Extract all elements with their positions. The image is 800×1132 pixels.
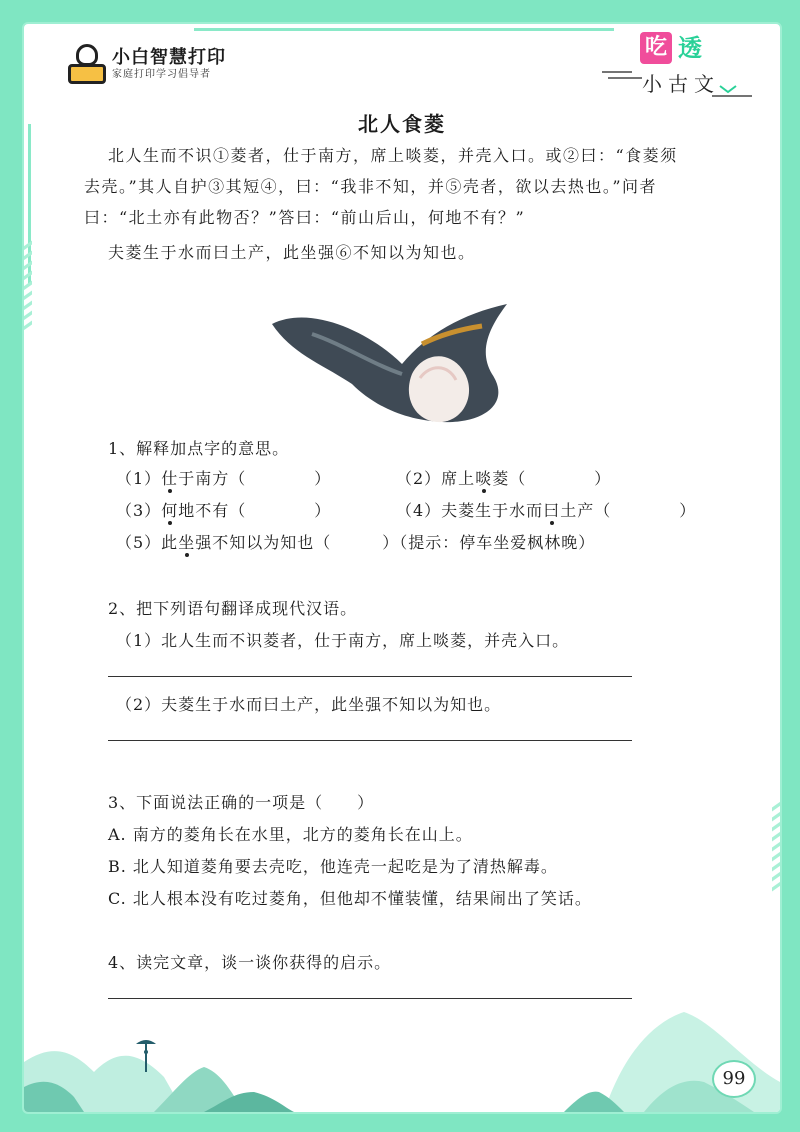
q3-option-c: C. 北人根本没有吃过菱角，但他却不懂装懂，结果闹出了笑话。 <box>108 889 592 908</box>
q1-item-post: 强不知以为知也（ ）（提示：停车坐爱枫林晚） <box>195 533 596 552</box>
q1-item-2 <box>396 466 611 489</box>
brand-logo <box>68 44 226 84</box>
water-caltrop-illustration <box>252 294 552 444</box>
q1-item-pre: （2）席上 <box>396 469 476 488</box>
q1-item-3 <box>116 498 331 521</box>
q1-item-pre: （3） <box>116 501 162 520</box>
q1-item-post: 菱（ ） <box>492 469 612 488</box>
passage-line: 去壳。”其人自护③其短④，曰：“我非不知，并⑤壳者，欲以去热也。”问者 <box>84 177 658 196</box>
q3-option-a: A. 南方的菱角长在水里，北方的菱角长在山上。 <box>108 825 473 844</box>
logo-title: 小白智慧打印 <box>112 46 226 68</box>
dotted-char: 坐 <box>178 533 196 552</box>
left-stripe-decoration <box>22 244 32 334</box>
brand-tou: 透 <box>678 34 702 62</box>
worksheet-page <box>22 22 782 1114</box>
passage-line: 曰：“北土亦有此物否？”答曰：“前山后山，何地不有？” <box>84 208 526 227</box>
passage-line: 北人生而不识①菱者，仕于南方，席上啖菱，并壳入口。或②曰：“食菱须 <box>108 146 678 165</box>
dotted-char: 何 <box>161 501 179 520</box>
page-number: 99 <box>712 1060 756 1098</box>
series-brand <box>620 32 750 102</box>
q1-item-post: 于南方（ ） <box>178 469 332 488</box>
q1-item-1 <box>116 466 331 489</box>
dotted-char: 啖 <box>475 469 493 488</box>
q1-item-pre: （5）此 <box>116 533 179 552</box>
q2-sentence-1: （1）北人生而不识菱者，仕于南方，席上啖菱，并壳入口。 <box>116 631 570 650</box>
brand-small: 小古文 <box>642 72 720 96</box>
dotted-char: 仕 <box>161 469 179 488</box>
q1-item-pre: （1） <box>116 469 162 488</box>
q1-item-post: 地不有（ ） <box>178 501 332 520</box>
q3-heading: 3、下面说法正确的一项是（ ） <box>108 793 375 812</box>
answer-line[interactable] <box>108 740 632 741</box>
answer-line[interactable] <box>108 676 632 677</box>
logo-subtitle: 家庭打印学习倡导者 <box>112 68 211 80</box>
dotted-char: 曰 <box>543 501 561 520</box>
page-title: 北人食菱 <box>358 112 446 136</box>
q1-item-4 <box>396 498 696 521</box>
q1-item-post: 土产（ ） <box>560 501 697 520</box>
q4-heading: 4、读完文章，谈一谈你获得的启示。 <box>108 953 392 972</box>
q1-heading: 1、解释加点字的意思。 <box>108 439 290 458</box>
q2-sentence-2: （2）夫菱生于水而曰土产，此坐强不知以为知也。 <box>116 695 502 714</box>
passage <box>84 140 738 268</box>
passage-line: 夫菱生于水而曰土产，此坐强⑥不知以为知也。 <box>108 243 476 262</box>
frame-line-top <box>194 28 614 31</box>
q1-item-pre: （4）夫菱生于水而 <box>396 501 544 520</box>
q1-item-5 <box>116 530 595 553</box>
right-stripe-decoration <box>772 804 782 894</box>
q3-option-b: B. 北人知道菱角要去壳吃，他连壳一起吃是为了清热解毒。 <box>108 857 558 876</box>
brand-chi: 吃 <box>640 32 672 64</box>
dog-logo-icon <box>68 44 106 84</box>
mountain-landscape-decoration <box>24 992 780 1112</box>
q2-heading: 2、把下列语句翻译成现代汉语。 <box>108 599 358 618</box>
